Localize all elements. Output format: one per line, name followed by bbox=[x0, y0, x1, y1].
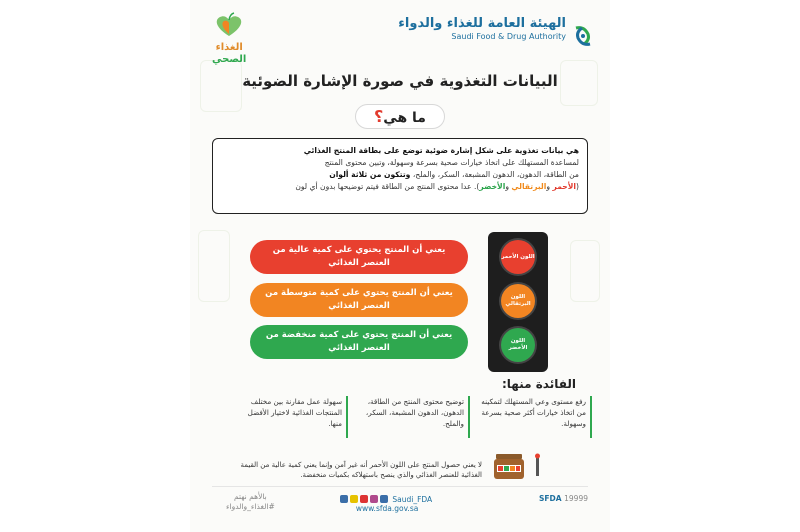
website-link[interactable]: www.sfda.gov.sa bbox=[355, 503, 419, 513]
benefit-item: توضيح محتوى المنتج من الطاقة، الدهون، الدهون المشبعة، السكر، والملح. bbox=[358, 396, 470, 429]
benefit-item: رفع مستوى وعي المستهلك لتمكينه من اتخاذ خيارات أكثر صحية بسرعة وسهولة. bbox=[480, 396, 592, 429]
paren-open: ( bbox=[576, 182, 579, 191]
question-mark: ؟ bbox=[374, 107, 384, 126]
description-line-2: لمساعدة المستهلك على اتخاذ خيارات صحية بسرعة وسهولة، وتبين محتوى المنتج bbox=[324, 158, 579, 167]
and-text: و bbox=[546, 182, 553, 191]
sfda-name-arabic: الهيئة العامة للغذاء والدواء bbox=[398, 16, 566, 31]
instagram-icon[interactable] bbox=[370, 495, 378, 503]
brand-name: SFDA bbox=[538, 494, 562, 503]
footer-divider bbox=[212, 486, 588, 487]
description-line-1: هي بيانات تغذوية على شكل إشارة ضوئية توضع على بطاقة المنتج الغذائي bbox=[303, 146, 579, 155]
sfda-name-english: Saudi Food & Drug Authority bbox=[451, 32, 566, 41]
orange-lamp: اللون البرتقالي bbox=[501, 284, 535, 318]
infographic-poster bbox=[190, 0, 610, 532]
social-links[interactable] bbox=[340, 494, 434, 504]
healthy-food-subtitle: الصحي bbox=[212, 54, 247, 65]
description-line-3: من الطاقة، الدهون، الدهون المشبعة، السكر، والملح، bbox=[412, 170, 579, 179]
twitter-icon[interactable] bbox=[340, 495, 348, 503]
traffic-light bbox=[488, 232, 548, 372]
word-red: الأحمر bbox=[552, 182, 577, 191]
green-lamp: اللون الأخضر bbox=[501, 328, 535, 362]
benefits-title: الفائدة منها: bbox=[501, 377, 576, 391]
what-is-heading bbox=[190, 104, 610, 129]
footer-brand bbox=[539, 494, 588, 503]
youtube-icon[interactable] bbox=[360, 495, 368, 503]
snapchat-icon[interactable] bbox=[350, 495, 358, 503]
footer-hashtag-line1: بالأهم نهتم bbox=[233, 492, 267, 501]
page-title: البيانات التغذوية في صورة الإشارة الضوئية bbox=[242, 72, 558, 90]
red-lamp: اللون الأحمر bbox=[501, 240, 535, 274]
sfda-emblem-icon bbox=[572, 24, 594, 48]
sfda-logo bbox=[398, 16, 592, 41]
description-line-4: ). عدا محتوى المنتج من الطاقة فيتم توضيحها بدون أي لون bbox=[295, 182, 480, 191]
facebook-icon[interactable] bbox=[380, 495, 388, 503]
healthy-food-logo bbox=[212, 12, 246, 66]
footer-contact bbox=[340, 494, 434, 513]
background-decoration bbox=[198, 230, 230, 302]
description-box bbox=[212, 138, 588, 214]
footer-hashtag bbox=[226, 492, 275, 512]
what-is-text: ما هي bbox=[383, 110, 426, 126]
red-meaning-pill: يعني أن المنتج يحتوي على كمية عالية من العنصر الغذائي bbox=[250, 240, 468, 274]
orange-meaning-pill: يعني أن المنتج يحتوي على كمية متوسطة من العنصر الغذائي bbox=[250, 283, 468, 317]
footer-hashtag-line2: #الغذاء_والدواء bbox=[226, 502, 275, 511]
apple-heart-icon bbox=[212, 12, 246, 38]
social-handle: Saudi_FDA bbox=[392, 494, 433, 504]
green-meaning-pill: يعني أن المنتج يحتوي على كمية منخفضة من العنصر الغذائي bbox=[250, 325, 468, 359]
phone-number: 19999 bbox=[564, 494, 588, 503]
benefit-item: سهولة عمل مقارنة بين مختلف المنتجات الغذائية لاختيار الأفضل منها. bbox=[236, 396, 348, 429]
word-green: الأخضر bbox=[479, 182, 506, 191]
and-text: و bbox=[505, 182, 512, 191]
note-text: لا يعني حصول المنتج على اللون الأحمر أنه غير آمن وإنما يعني كمية عالية من القيمة الغذائية للعنصر الغذائي والذي ينصح باستهلاكه بكميات منخفضة. bbox=[240, 461, 482, 479]
background-decoration bbox=[570, 240, 600, 302]
word-orange: البرتقالي bbox=[511, 182, 547, 191]
description-three-colors: وتتكون من ثلاثة ألوان bbox=[329, 170, 411, 179]
food-jar-icon bbox=[490, 450, 550, 480]
healthy-food-title: الغذاء bbox=[215, 42, 243, 53]
